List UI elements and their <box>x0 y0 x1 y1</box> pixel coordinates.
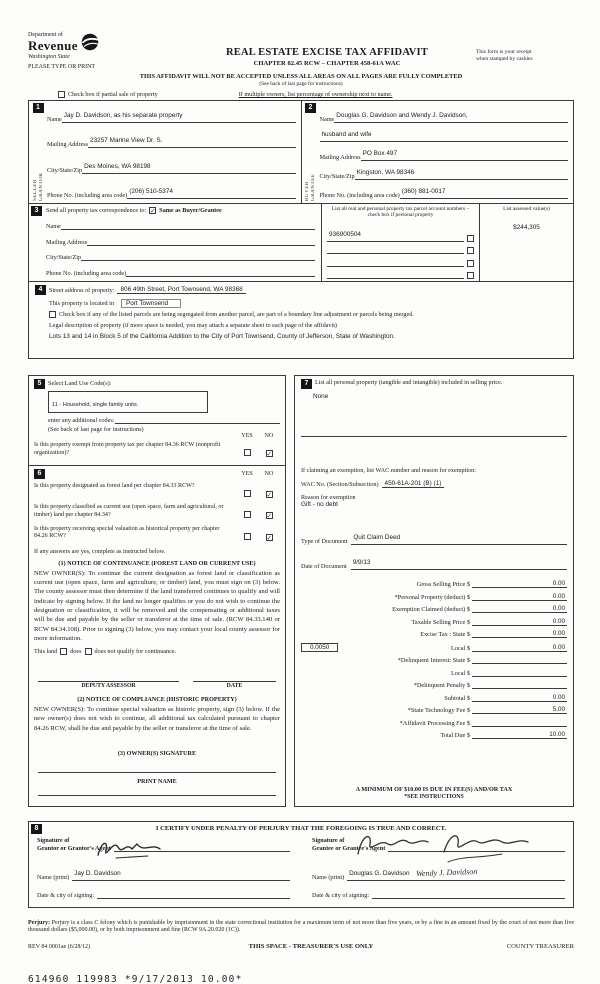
corr-csz-field[interactable] <box>81 253 315 261</box>
personal-property-label: List all personal property (tangible and intangible) included in selling price. <box>315 378 503 386</box>
parcel-field-4[interactable] <box>327 271 464 279</box>
multiple-owners-note: If multiple owners, list percentage of ownership next to name. <box>238 91 393 98</box>
treasurer-space-label: THIS SPACE - TREASURER'S USE ONLY <box>248 943 374 951</box>
parcel-field-3[interactable] <box>327 259 464 267</box>
fee-label-subtotal: Subtotal $ <box>444 694 470 702</box>
fee-amount-processing-fee[interactable] <box>472 719 567 727</box>
send-correspondence-label: Send all property tax correspondence to: <box>46 207 147 214</box>
fee-label-delinq-penalty: *Delinquent Penalty $ <box>413 682 470 689</box>
does-not-label: does not qualify for continuance. <box>94 648 177 656</box>
no-header-2: NO <box>264 471 274 477</box>
land-does-not-checkbox[interactable] <box>85 648 92 655</box>
buyer-phone-value: (360) 881-0017 <box>401 188 446 195</box>
fee-row-excise-state <box>301 630 567 638</box>
corr-name-field[interactable] <box>61 222 315 230</box>
grantee-signature-of-label: Signature of <box>312 836 345 844</box>
fee-label-delinq-interest: *Delinquent Interest: State $ <box>397 657 470 664</box>
same-as-buyer-checkbox[interactable]: ✓ <box>150 207 156 215</box>
fee-row-delinq-interest-state <box>301 656 567 664</box>
forest-no-checkbox[interactable]: ✓ <box>266 490 272 499</box>
minimum-due-note: A MINIMUM OF $10.00 IS DUE IN FEE(S) AND/OR TAX <box>355 785 513 793</box>
land-use-code-box[interactable] <box>48 391 208 413</box>
print-name-line[interactable] <box>38 785 276 796</box>
forest-yes-checkbox[interactable] <box>244 490 251 497</box>
forest-question: Is this property designated as forest land per chapter 84.33 RCW? <box>34 482 195 489</box>
located-in-label: This property is located in <box>49 299 114 307</box>
parcel-numbers-header: List all real and personal property tax parcel account numbers – check box if personal property <box>331 206 470 218</box>
segregated-label: Check box if any of the listed parcels are being segregated from another parcel, are part of a boundary line adjustment or parcels being merged. <box>59 311 414 318</box>
see-back-note-2: (See back of last page for instructions) <box>48 425 144 433</box>
this-land-label: This land <box>34 648 58 656</box>
partial-sale-label: Check box if partial sale of property <box>68 91 158 98</box>
fee-amount-total-due[interactable]: 10.00 <box>472 731 567 739</box>
see-back-note: (See back of last page for instructions) <box>259 81 343 87</box>
fee-amount-local[interactable]: 0.00 <box>472 644 567 652</box>
buyer-mailing-label: Mailing Address <box>319 154 361 161</box>
seller-csz-value: Des Moines, WA 98198 <box>84 162 151 170</box>
buyer-name-field-2[interactable] <box>320 123 569 142</box>
land-use-label: Select Land Use Code(s): <box>48 380 112 387</box>
land-use-code-value: 11 - Household, single family units. <box>52 401 139 408</box>
seller-mailing-field[interactable] <box>88 129 295 148</box>
grantee-date-city-label: Date & city of signing: <box>312 891 370 899</box>
fee-label-tech-fee: *State Technology Fee $ <box>407 707 470 714</box>
fee-row-taxable <box>301 618 567 626</box>
fee-row-delinq-local <box>301 669 567 677</box>
corr-mailing-label: Mailing Address <box>46 238 88 246</box>
notice-compliance-title: (2) NOTICE OF COMPLIANCE (HISTORIC PROPERTY) <box>77 695 237 703</box>
current-use-yes-checkbox[interactable] <box>244 511 251 518</box>
grantee-agent-label: Grantee or Grantee's Agent <box>312 844 386 852</box>
section-5 <box>29 376 285 467</box>
section-2-number: 2 <box>305 103 316 113</box>
exempt-yes-checkbox[interactable] <box>244 449 251 456</box>
county-treasurer-label: COUNTY TREASURER <box>506 943 574 951</box>
parcel-1-checkbox[interactable] <box>467 235 474 242</box>
seller-phone-field[interactable] <box>127 180 295 199</box>
additional-codes-label: enter any additional codes: <box>48 416 115 424</box>
notice-continuance-body: NEW OWNER(S): To continue the current designation as forest land or classification as current use (open space, farm and agriculture, or timber) land, you must sign on (3) below. The county assessor must then determine if the land transferred continues to qualify and will indicate by signing below. If the land no longer qualifies or you do not wish to continue the designation or classification, it will be removed and the compensating or additional taxes will be due and payable by the seller or transferor at the time of sale. (RCW 84.33.140 or RCW 84.34.108). Prior to signing (3) below, you may contact your local county assessor for more information. <box>34 569 280 643</box>
doc-date-value: 9/9/13 <box>352 558 371 566</box>
corr-mailing-field[interactable] <box>87 238 315 246</box>
parcel-field-2[interactable] <box>327 246 464 254</box>
doc-type-field[interactable] <box>351 526 567 545</box>
seller-phone-label: Phone No. (including area code) <box>47 191 128 199</box>
yes-header: YES <box>241 432 253 439</box>
grantor-name-print-label: Name (print) <box>37 873 70 881</box>
section-3 <box>28 204 574 282</box>
receipt-note-line2: when stamped by cashier. <box>476 56 534 63</box>
street-address-label: Street address of property: <box>49 286 115 294</box>
parcel-3-checkbox[interactable] <box>467 260 474 267</box>
grantor-name-value: Jay D. Davidson <box>74 869 121 877</box>
buyer-phone-label: Phone No. (including area code) <box>319 192 400 199</box>
fee-amount-excise-state[interactable]: 0.00 <box>472 630 567 638</box>
section-3-number: 3 <box>31 206 42 216</box>
parcel-2-checkbox[interactable] <box>467 247 474 254</box>
corr-csz-label: City/State/Zip <box>46 254 82 262</box>
section-7-number: 7 <box>301 379 312 389</box>
fee-row-delinq-penalty <box>301 681 567 689</box>
please-type-label: PLEASE TYPE OR PRINT <box>28 64 96 70</box>
same-as-buyer-label: Same as Buyer/Grantee <box>159 207 222 214</box>
buyer-section <box>301 101 574 203</box>
doc-date-label: Date of Document <box>301 562 347 570</box>
seller-csz-label: City/State/Zip <box>47 166 83 174</box>
section-4 <box>28 282 574 359</box>
historic-question: Is this property receiving special valuation as historical property per chapter 84.26 RCW? <box>34 525 220 540</box>
completion-warning: THIS AFFIDAVIT WILL NOT BE ACCEPTED UNLESS ALL AREAS ON ALL PAGES ARE FULLY COMPLETED <box>139 73 463 80</box>
fee-row-local <box>301 643 567 652</box>
grantee-name-value: Douglas G. Davidson <box>349 869 410 877</box>
corr-phone-field[interactable] <box>126 269 315 277</box>
section-6-number: 6 <box>34 469 45 479</box>
perjury-notice <box>28 920 574 936</box>
buyer-csz-field[interactable] <box>355 161 568 180</box>
receipt-note <box>476 49 574 64</box>
owners-signature-line[interactable] <box>38 757 276 773</box>
section-5-number: 5 <box>34 379 45 389</box>
current-use-question: Is this property classified as current use (open space, farm and agricultural, or timber) land per chapter 84.34? <box>34 504 224 518</box>
if-yes-note: If any answers are yes, complete as instructed below. <box>34 547 166 555</box>
fee-amount-tech-fee[interactable]: 5.00 <box>472 706 567 714</box>
additional-codes-field[interactable] <box>115 416 281 424</box>
current-use-no-checkbox[interactable]: ✓ <box>266 512 272 520</box>
receipt-note-line1: This form is your receipt <box>476 49 532 55</box>
fee-label-delinq-local: Local $ <box>450 669 470 677</box>
doc-type-value: Quit Claim Deed <box>353 533 401 541</box>
fee-amount-subtotal[interactable]: 0.00 <box>472 694 567 702</box>
doc-type-label: Type of Document <box>301 537 348 545</box>
located-in-value[interactable]: Port Townsend <box>121 299 181 308</box>
assessed-value: $244,305 <box>513 224 540 231</box>
see-instructions-note: *SEE INSTRUCTIONS <box>404 793 464 800</box>
buyer-name-value: Douglas G. Davidson and Wendy J. Davidson, <box>336 112 468 119</box>
buyer-side-label: BUYER GRANTEE <box>305 173 316 201</box>
fee-amount-personal[interactable]: 0.00 <box>472 593 567 601</box>
buyer-phone-field[interactable] <box>400 180 568 199</box>
fee-row-subtotal <box>301 694 567 702</box>
footer-row <box>28 943 574 950</box>
grantor-agent-label: Grantor or Grantor's Agent <box>37 844 111 852</box>
seller-phone-value: (206) 510-5374 <box>129 187 173 195</box>
corr-phone-label: Phone No. (including area code) <box>46 270 127 277</box>
buyer-name-value-2: husband and wife <box>321 131 372 138</box>
seller-section <box>29 101 301 203</box>
form-title: REAL ESTATE EXCISE TAX AFFIDAVIT <box>225 47 429 58</box>
logo-state-line: Washington State <box>28 54 70 60</box>
section-4-number: 4 <box>35 285 46 295</box>
seller-side-label: SELLER GRANTOR <box>32 172 44 201</box>
partial-sale-row <box>58 91 574 98</box>
left-column <box>28 375 286 807</box>
grantor-signature-of-label: Signature of <box>37 836 70 844</box>
notice-compliance-body: NEW OWNER(S): To continue special valuation as historic property, sign (3) below. If the new owner(s) does not wish to continue, all additional tax calculated pursuant to chapter 84.26 RCW, shall be due and payable by the seller or transferor at the time of sale. <box>34 705 280 732</box>
fee-row-tech-fee <box>301 706 567 714</box>
fee-label-excise-state: Excise Tax : State $ <box>420 631 470 638</box>
cashier-stamp: 614960 119983 *9/17/2013 10.00* <box>28 974 243 984</box>
no-header: NO <box>264 432 274 439</box>
reason-exemption-value[interactable]: Gift - no debt <box>301 500 338 508</box>
fee-amount-gross[interactable]: 0.00 <box>472 580 567 588</box>
section-1-number: 1 <box>33 103 44 113</box>
print-name-heading: PRINT NAME <box>137 777 177 785</box>
buyer-name-field[interactable] <box>334 104 568 123</box>
deputy-assessor-line[interactable]: DEPUTY ASSESSOR <box>38 681 179 689</box>
wac-number-label: WAC No. (Section/Subsection) <box>301 480 379 488</box>
seller-name-label: Name <box>47 116 62 123</box>
fee-label-personal: *Personal Property (deduct) $ <box>394 593 470 601</box>
exemption-claim-label: If claiming an exemption, list WAC number and reason for exemption: <box>301 466 476 474</box>
assessed-value-header: List assessed value(s) <box>503 206 550 212</box>
grantee-signature-field[interactable] <box>388 844 565 852</box>
corr-name-label: Name <box>46 222 61 230</box>
logo-dept-line: Department of <box>28 32 63 38</box>
personal-property-value[interactable]: None <box>313 392 329 400</box>
fee-row-personal <box>301 593 567 601</box>
fee-amount-taxable[interactable]: 0.00 <box>472 618 567 626</box>
grantor-signature-field[interactable] <box>114 844 290 852</box>
yes-header-2: YES <box>241 471 253 477</box>
legal-description-label: Legal description of property (if more space is needed, you may attach a separate sheet to each page of the affidavit) <box>49 321 337 329</box>
buyer-name-label: Name <box>319 116 335 123</box>
segregated-checkbox[interactable] <box>49 311 56 318</box>
fee-amount-delinq-local[interactable] <box>472 669 567 677</box>
exempt-no-checkbox[interactable]: ✓ <box>266 450 272 458</box>
notice-continuance-title: (1) NOTICE OF CONTINUANCE (FOREST LAND OR CURRENT USE) <box>58 559 256 567</box>
fee-label-gross: Gross Selling Price $ <box>416 581 470 588</box>
grantee-date-city-field[interactable] <box>372 891 565 899</box>
section-7 <box>294 375 574 807</box>
buyer-csz-label: City/State/Zip <box>319 173 355 180</box>
buyer-csz-value: Kingston, WA 98346 <box>356 169 415 176</box>
seller-name-value: Jay D. Davidson, as his separate property <box>63 112 183 119</box>
grantor-date-city-label: Date & city of signing: <box>37 891 95 899</box>
does-label: does <box>70 648 82 656</box>
section-8 <box>28 821 574 908</box>
perjury-text: Perjury is a class C felony which is punishable by imprisonment in the state correctional institution for a maximum term of not more than five years, or by a fine in an amount fixed by the court of not more than five thousand dollars ($5,000.00), or by both imprisonment and fine (RCW 9A.20.020 (1C)). <box>28 919 575 934</box>
grantee-name-field[interactable] <box>347 862 565 881</box>
fee-amount-exemption[interactable]: 0.00 <box>472 605 567 613</box>
fee-label-total-due: Total Due $ <box>440 732 470 739</box>
grantee-name-print-label: Name (print) <box>312 873 345 881</box>
parcel-field-1[interactable] <box>327 223 464 242</box>
buyer-mailing-field[interactable] <box>361 142 568 161</box>
dor-swoosh-icon <box>81 33 99 51</box>
fee-label-exemption: Exemption Claimed (deduct) $ <box>392 606 470 613</box>
historic-no-checkbox[interactable]: ✓ <box>266 533 272 542</box>
historic-yes-checkbox[interactable] <box>244 533 251 540</box>
form-header <box>28 32 574 70</box>
street-address-value[interactable]: 806 49th Street, Port Townsend, WA 98368 <box>117 286 245 294</box>
fee-row-exemption <box>301 605 567 613</box>
perjury-lead: Perjury: <box>28 919 50 926</box>
seller-csz-field[interactable] <box>82 155 295 174</box>
fee-label-processing-fee: *Affidavit Processing Fee $ <box>399 719 470 727</box>
fee-label-local: Local $ <box>450 644 470 652</box>
grantor-date-city-field[interactable] <box>97 891 290 899</box>
certify-statement: I CERTIFY UNDER PENALTY OF PERJURY THAT THE FOREGOING IS TRUE AND CORRECT. <box>155 824 447 832</box>
section-6 <box>29 466 285 806</box>
grantee-name-handwritten: Wendy J. Davidson <box>415 866 477 878</box>
fee-amount-delinq-interest[interactable] <box>472 656 567 664</box>
rev-form-number: REV 84 0001ae (6/28/12) <box>28 944 91 951</box>
fee-row-total-due <box>301 731 567 739</box>
fee-row-gross <box>301 580 567 588</box>
reason-exemption-label: Reason for exemption <box>301 493 356 501</box>
wac-number-value[interactable]: 450-61A-201 (B) (1) <box>382 480 445 488</box>
legal-description-value[interactable]: Lots 13 and 14 in Block 5 of the California Addition to the City of Port Townsend, County of Jefferson, State of Washington. <box>49 332 395 340</box>
parcel-4-checkbox[interactable] <box>467 272 474 279</box>
parcel-number-value: 936900504 <box>329 230 361 238</box>
grantor-name-field[interactable] <box>72 862 290 881</box>
grantor-signature-block <box>37 837 290 899</box>
local-rate-box[interactable]: 0.0050 <box>301 643 338 652</box>
seller-name-field[interactable] <box>62 104 296 123</box>
owners-signature-heading: (3) OWNER(S) SIGNATURE <box>117 749 197 757</box>
land-does-checkbox[interactable] <box>60 648 67 655</box>
partial-sale-checkbox[interactable] <box>58 91 65 98</box>
dor-logo <box>28 32 178 60</box>
fee-label-taxable: Taxable Selling Price $ <box>411 618 470 626</box>
fee-row-processing-fee <box>301 719 567 727</box>
section-8-number: 8 <box>31 824 42 834</box>
assessor-date-line[interactable]: DATE <box>193 681 276 689</box>
buyer-mailing-value: PO Box 497 <box>362 150 398 157</box>
doc-date-field[interactable] <box>351 551 567 570</box>
logo-revenue-line: Revenue <box>28 38 78 53</box>
parties-box <box>28 100 574 204</box>
exempt-question: Is this property exempt from property tax per chapter 84.36 RCW (nonprofit organization)? <box>34 442 221 456</box>
grantee-signature-block <box>312 837 565 899</box>
chapter-line: CHAPTER 82.45 RCW – CHAPTER 458-61A WAC <box>253 60 401 67</box>
seller-mailing-value: 23257 Marine View Dr. S. <box>90 137 163 145</box>
fee-amount-delinq-penalty[interactable] <box>472 681 567 689</box>
seller-mailing-label: Mailing Address <box>47 141 89 149</box>
